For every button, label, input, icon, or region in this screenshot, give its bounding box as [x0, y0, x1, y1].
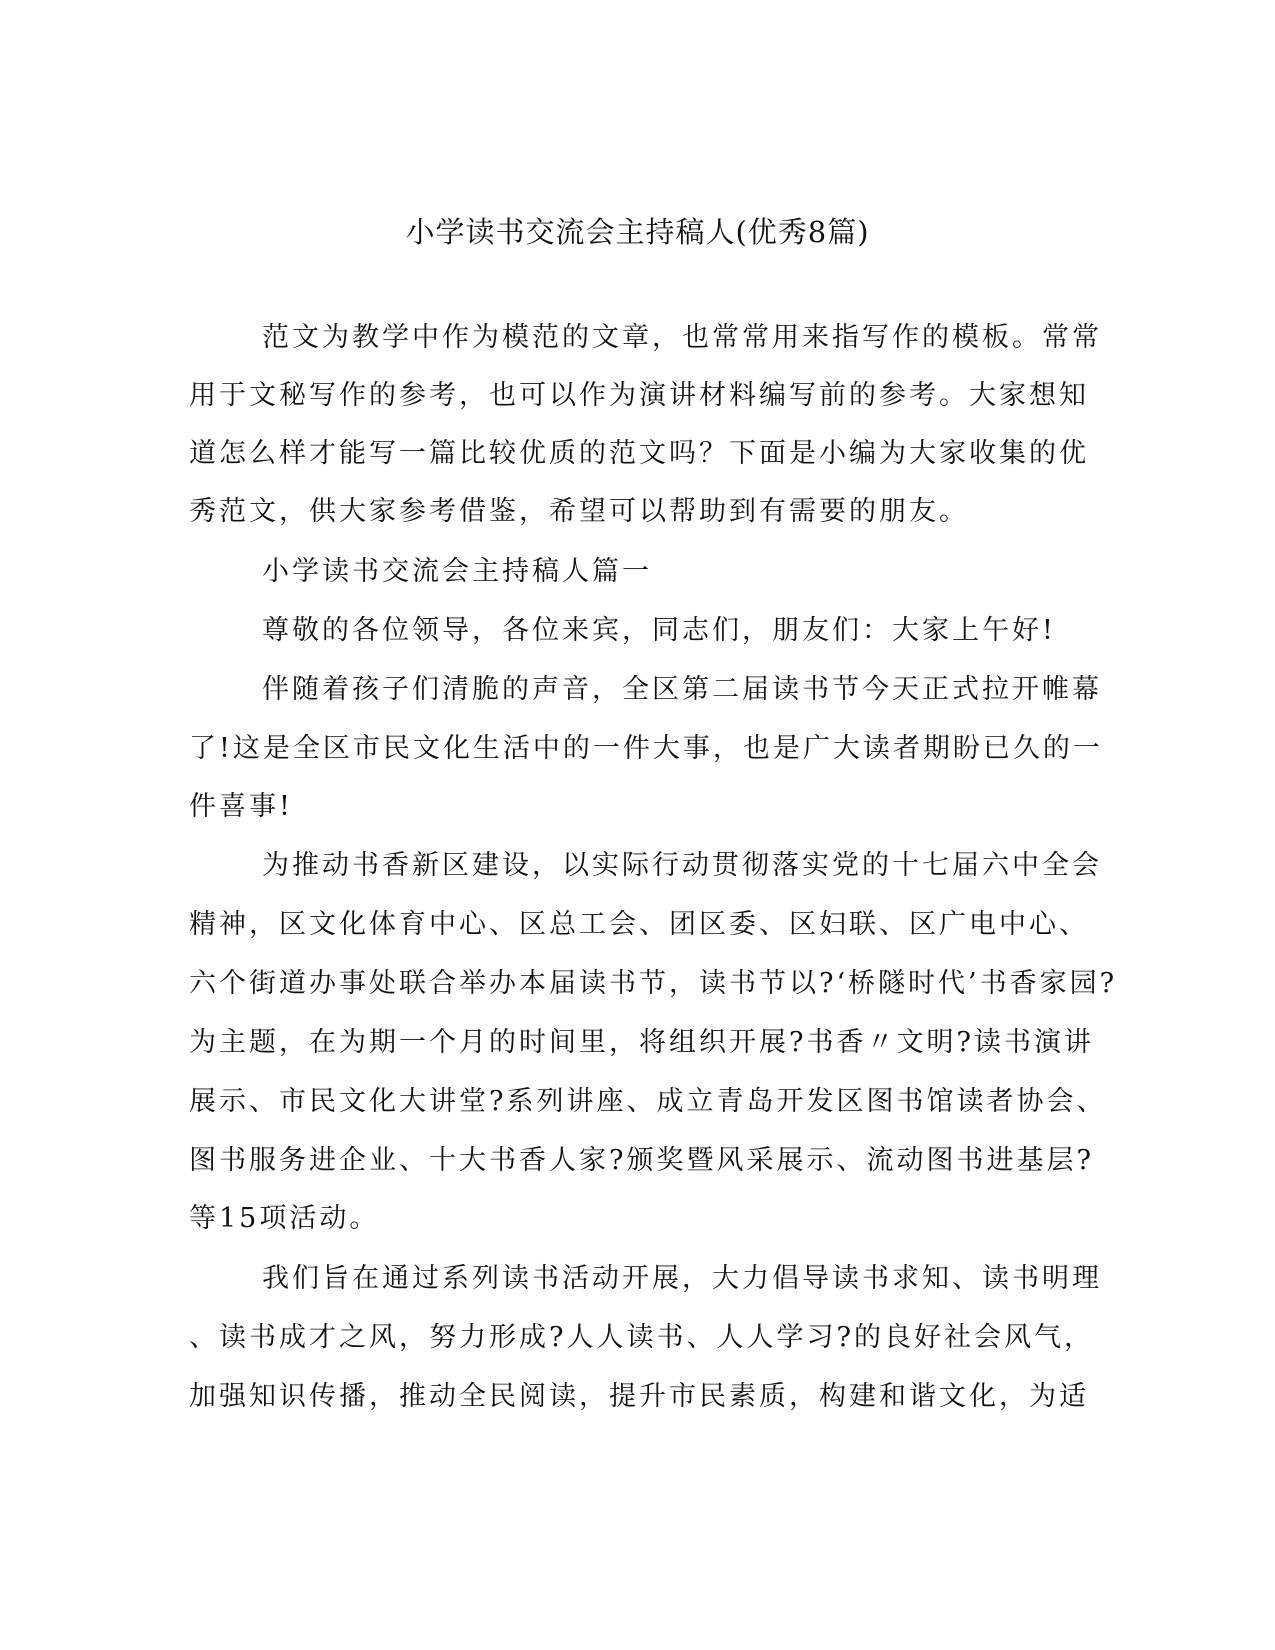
paragraph-line: 加强知识传播，推动全民阅读，提升市民素质，构建和谐文化，为适 [189, 1381, 1089, 1412]
paragraph-line: 尊敬的各位领导，各位来宾，同志们，朋友们：大家上午好! [262, 615, 1056, 646]
paragraph-line: 六个街道办事处联合举办本届读书节，读书节以?‘桥隧时代’书香家园? [189, 968, 1118, 999]
document-title: 小学读书交流会主持稿人(优秀8篇) [405, 215, 870, 249]
paragraph-line: 为主题，在为期一个月的时间里，将组织开展?书香〃文明?读书演讲 [189, 1027, 1094, 1058]
paragraph-line: 道怎么样才能写一篇比较优质的范文吗？下面是小编为大家收集的优 [189, 438, 1089, 469]
paragraph-line: 伴随着孩子们清脆的声音，全区第二届读书节今天正式拉开帷幕 [262, 674, 1102, 705]
paragraph-line: 为推动书香新区建设，以实际行动贯彻落实党的十七届六中全会 [262, 850, 1102, 881]
paragraph-line: 等15项活动。 [189, 1203, 380, 1234]
paragraph-line: 图书服务进企业、十大书香人家?颁奖暨风采展示、流动图书进基层? [189, 1145, 1094, 1176]
section-heading: 小学读书交流会主持稿人篇一 [262, 556, 652, 587]
paragraph-line: 件喜事! [189, 791, 293, 822]
paragraph-line: 秀范文，供大家参考借鉴，希望可以帮助到有需要的朋友。 [189, 496, 969, 527]
paragraph-line: 展示、市民文化大讲堂?系列讲座、成立青岛开发区图书馆读者协会、 [189, 1086, 1107, 1117]
paragraph-line: 范文为教学中作为模范的文章，也常常用来指写作的模板。常常 [262, 322, 1102, 353]
paragraph-line: 用于文秘写作的参考，也可以作为演讲材料编写前的参考。大家想知 [189, 380, 1089, 411]
paragraph-line: 我们旨在通过系列读书活动开展，大力倡导读书求知、读书明理 [262, 1263, 1102, 1294]
paragraph-line: 精神，区文化体育中心、区总工会、团区委、区妇联、区广电中心、 [189, 909, 1089, 940]
paragraph-line: 、读书成才之风，努力形成?人人读书、人人学习?的良好社会风气， [189, 1322, 1094, 1353]
paragraph-line: 了!这是全区市民文化生活中的一件大事，也是广大读者期盼已久的一 [189, 733, 1103, 764]
